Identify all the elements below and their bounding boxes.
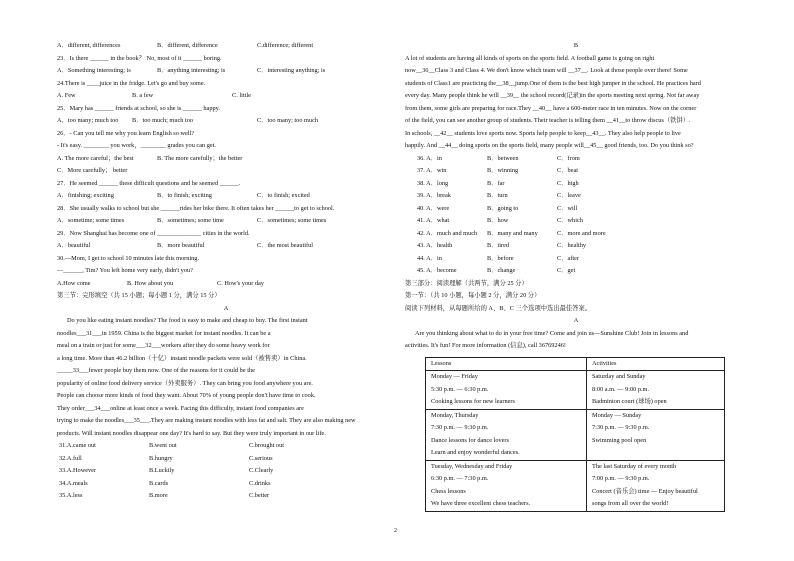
option: 45. A．become xyxy=(417,267,457,274)
cell-line: The last Saturday of every month xyxy=(592,462,677,470)
cloze-option-row xyxy=(57,465,395,478)
passage-line: happily. And __44__ doing sports on the sports field, many people will__45__ good friends, too. Do you think so? xyxy=(405,142,694,149)
cloze-passage xyxy=(57,315,395,440)
option: B.hungry xyxy=(149,454,173,462)
passage-line: products. Will instant noodles disappear one day? It's hard to say. But they were truly important in our life. xyxy=(57,429,326,437)
question-30: 30.—Mom, I get to school 10 minutes late this morning. xyxy=(57,254,200,262)
option: C．the most beautiful xyxy=(257,242,313,249)
option: B．winning xyxy=(487,167,519,174)
cloze-option-row xyxy=(57,440,395,453)
q24-options xyxy=(57,90,395,103)
option-row xyxy=(405,240,747,253)
option: 31.A.came out xyxy=(59,442,96,449)
option-row xyxy=(405,178,747,191)
option: B．different, difference xyxy=(157,42,218,49)
option-row xyxy=(405,265,747,278)
passage-line: every day. Many people think he will __39__ the school record(记录)in the sports meeting next spring. Not far away xyxy=(405,92,700,99)
option-row xyxy=(405,190,747,203)
option: 32.A.full xyxy=(59,454,82,462)
cell-line: 5:30 p.m. — 6:30 p.m. xyxy=(431,385,489,393)
passage-line: trying to make the noodles___35___.They are making instant noodles with less fat and salt. They are also making new xyxy=(57,417,356,424)
option: 38. A．long xyxy=(417,179,449,187)
option: C.difference; different xyxy=(257,42,314,49)
option: 44. A．in xyxy=(417,254,442,262)
option-row xyxy=(405,153,747,166)
option: 35.A.less xyxy=(59,492,83,499)
option-row xyxy=(405,215,747,228)
table-cell xyxy=(426,409,587,460)
passage-line: from them, some girls are preparing for race.They __40__ have a 600-meter race in ten minutes. Now on the corner xyxy=(405,104,697,112)
option: B．tired xyxy=(487,242,510,249)
option: A. Few xyxy=(57,92,76,99)
table-header: Lessons xyxy=(426,357,587,371)
cell-line: 7:00 p.m. — 9:30 p.m. xyxy=(592,475,650,482)
option: 39. A．break xyxy=(417,192,451,199)
option: C.brought out xyxy=(249,442,284,449)
option: B. a few xyxy=(132,92,154,99)
option: 42. A．much and much xyxy=(417,229,478,237)
left-column xyxy=(57,40,395,503)
table-cell xyxy=(587,409,725,460)
passage-line: a long time. More than 46.2 billion（十亿）instant noodle packets were sold（被售卖）in China. xyxy=(57,354,307,362)
cell-line: Saturday and Sunday xyxy=(592,373,646,380)
table-row xyxy=(426,371,725,410)
cell-line: Tuesday, Wednesday and Friday xyxy=(431,462,513,470)
option: A．too many; much too xyxy=(57,117,119,124)
q27-options xyxy=(57,190,395,203)
option: C.better xyxy=(249,492,270,499)
option: C．will xyxy=(557,204,578,212)
cell-line: Learn and enjoy wonderful dances. xyxy=(431,449,520,456)
option: C．leave xyxy=(557,192,581,199)
cell-line: Concert (音乐会) time — Enjoy beautiful xyxy=(592,487,698,495)
option: B．many and many xyxy=(487,229,538,237)
page-number: 2 xyxy=(394,528,397,534)
question-29: 29．Now Shanghai has become one of ______________ cities in the world. xyxy=(57,229,250,237)
cell-line: Chess lessons xyxy=(431,487,466,495)
option: B．going to xyxy=(487,204,519,212)
option: B．change xyxy=(487,267,516,274)
question-27: 27．He seemed ______ these difficult questions and he seemed ______. xyxy=(57,179,241,187)
question-24: 24.There is ____juice in the fridge. Let's go and buy some. xyxy=(57,79,206,87)
option: B．to finish; exciting xyxy=(157,192,212,199)
question-30-dialog: —______, Tim? You left home very early, didn't you? xyxy=(57,267,193,274)
option: B.more xyxy=(149,492,168,499)
option: A．finishing; exciting xyxy=(57,192,114,199)
option: C．healthy xyxy=(557,242,587,249)
passage-label: A xyxy=(223,304,229,312)
cell-line: 7:30 p.m. — 9:30 p.m. xyxy=(592,424,650,431)
cloze-option-row xyxy=(57,478,395,491)
section-title: 第一节：（共 10 小题，每小题 2 分，满分 20 分） xyxy=(405,292,541,299)
option: B．how xyxy=(487,217,509,224)
option: C．More carefully； better xyxy=(57,167,128,174)
q30-options xyxy=(57,278,395,291)
passage-line: noodles___31___in 1959. China is the biggest market for instant noodles. It can be a xyxy=(57,329,271,337)
option: C．get xyxy=(557,267,576,274)
cloze-option-row xyxy=(57,490,395,503)
table-cell xyxy=(587,460,725,511)
option: 41. A．what xyxy=(417,217,450,224)
option: B．more beautiful xyxy=(157,242,205,249)
instruction: 阅读下列材料，从每题所给的 A、B、C 三个选项中选出最佳答案。 xyxy=(405,304,592,312)
option: B．turn xyxy=(487,192,508,199)
option-row xyxy=(405,228,747,241)
cloze-option-row xyxy=(57,453,395,466)
part-title: 第三部分：阅读理解（共两节，满分 25 分） xyxy=(405,279,528,287)
option: C．which xyxy=(557,217,583,224)
passage-label: A xyxy=(573,317,579,324)
table-header: Activities xyxy=(587,357,725,371)
table-cell xyxy=(426,460,587,511)
sports-passage xyxy=(405,53,747,153)
table-cell xyxy=(587,371,725,410)
cell-line: We have three excellent chess teachers. xyxy=(431,500,531,507)
right-column xyxy=(405,40,747,512)
q25-options xyxy=(57,115,395,128)
option: B．too much; much too xyxy=(132,117,194,124)
schedule-table xyxy=(425,357,725,512)
option: C．too many; too much xyxy=(257,117,319,124)
table-row xyxy=(426,460,725,511)
option: C. How's your day xyxy=(217,279,264,287)
option: B.went out xyxy=(149,442,177,449)
passage-line: In schools, __42__ students love sports now. Sports help people to keep__43__. They also help people to live xyxy=(405,129,681,137)
option: 37. A．win xyxy=(417,167,447,174)
table-header-row xyxy=(426,357,725,371)
option: A．beautiful xyxy=(57,242,91,249)
option: B．anything interesting; is xyxy=(157,67,226,74)
option-row xyxy=(405,253,747,266)
reading-intro: activities. It's fun! For more information (信息), call 36769246! xyxy=(405,342,566,349)
passage-line: now__36__Class 3 and Class 4. We don't know which team will __37__. Look at those people over there! Some xyxy=(405,67,688,74)
passage-line: They order___34___online at least once a week. Facing this difficulty, instant food companies are xyxy=(57,404,304,412)
question-28: 28．She usually walks to school but she ______rides her bike there. It often takes her ______to get to school. xyxy=(57,204,335,212)
cell-line: 6:30 p.m. — 7:30 p.m. xyxy=(431,475,489,482)
option-row xyxy=(405,165,747,178)
question-26: 26．- Can you tell me why you learn English so well? xyxy=(57,129,195,137)
option: B. The more carefully；the better xyxy=(157,154,243,162)
cell-line: 8:00 a.m. — 9:00 p.m. xyxy=(592,385,650,393)
option: B．far xyxy=(487,179,505,187)
option: C．from xyxy=(557,154,580,162)
option: B．sometimes; some time xyxy=(157,217,224,224)
passage-line: of the field, you can see another group of students. Their teacher is telling them __41__to throw discus（铁饼）. xyxy=(405,117,691,124)
option: C.drinks xyxy=(249,479,271,487)
passage-line: meal on a train or just for some___32___workers after they do some heavy work for xyxy=(57,342,270,349)
cell-line: songs from all over the world! xyxy=(592,500,669,507)
option: 36. A．in xyxy=(417,154,442,162)
cell-line: Badminton court (球场) open xyxy=(592,398,667,405)
option: 43. A．health xyxy=(417,242,453,249)
cell-line: Monday — Sunday xyxy=(592,411,642,419)
table-row xyxy=(426,409,725,460)
option: 34.A.meals xyxy=(59,479,88,487)
option: B.cards xyxy=(149,479,169,487)
passage-line: _____33___fewer people buy them now. One of the reasons for it could be the xyxy=(57,367,255,374)
option: B.Luckily xyxy=(149,467,175,474)
question-23: 23．Is there ______ in the book？ No, most of it ______ boring. xyxy=(57,54,222,62)
option: C．sometimes; some times xyxy=(257,217,327,224)
option: C．interesting anything; is xyxy=(257,67,326,74)
passage-line: Do you like eating instant noodles? The food is easy to make and cheap to buy. The first instant xyxy=(67,317,308,324)
question-26-dialog: - It's easy. ________ you work，________ grades you can get. xyxy=(57,142,216,149)
option: C．high xyxy=(557,179,579,187)
question-25: 25．Mary has ______ friends at school, so she is ______ happy. xyxy=(57,104,220,112)
passage-line: People can choose more kinds of food they want. About 70% of young people don't have time to cook. xyxy=(57,392,316,399)
option-row xyxy=(405,203,747,216)
q28-options xyxy=(57,215,395,228)
cell-line: Cooking lessons for new learners xyxy=(431,398,515,405)
option: 40. A．were xyxy=(417,204,450,212)
cell-line: Monday — Friday xyxy=(431,373,478,380)
cell-line: Monday, Thursday xyxy=(431,411,479,419)
q22-options xyxy=(57,40,395,53)
reading-intro: Are you thinking about what to do in your free time? Come and join us—Sunshine Club! Join in lessons and xyxy=(415,329,689,337)
q23-options xyxy=(57,65,395,78)
option: C．to finish; excited xyxy=(257,192,310,199)
cell-line: 7:30 p.m. — 9:30 p.m. xyxy=(431,424,489,431)
cell-line: Dance lessons for dance lovers xyxy=(431,436,509,444)
passage-label: B xyxy=(573,42,579,49)
passage-line: A lot of students are having all kinds of sports on the sports field. A football game is going on right xyxy=(405,54,655,62)
option: C.Clearly xyxy=(249,467,274,474)
option: C．after xyxy=(557,254,580,262)
passage-line: popularity of online food delivery service（外卖服务）. They can bring you food anywhere you are. xyxy=(57,379,313,387)
q26-options xyxy=(57,153,395,166)
option: C.serious xyxy=(249,454,273,462)
option: A．sometime; some times xyxy=(57,217,125,224)
option: B．between xyxy=(487,154,519,162)
q26-options-2 xyxy=(57,165,395,178)
option: B. How about you xyxy=(127,279,174,287)
table-cell xyxy=(426,371,587,410)
cell-line: Swimming pool open xyxy=(592,436,647,444)
passage-line: students of Class1 are practicing the__38__jump.One of them is the best high jumper in the school. He practices hard xyxy=(405,79,701,87)
option: A. The more careful；the best xyxy=(57,154,134,162)
option: B．before xyxy=(487,254,514,262)
option: C．beat xyxy=(557,167,578,174)
option: A.How come xyxy=(57,279,91,287)
option: 33.A.However xyxy=(59,467,97,474)
option: A．Something interesting; is xyxy=(57,67,131,74)
q29-options xyxy=(57,240,395,253)
option: C．more and more xyxy=(557,229,606,237)
option: C. little xyxy=(232,92,251,99)
option: A．different, differences xyxy=(57,42,121,49)
section-title: 第三节：完形填空（共 15 小题；每小题 1 分，满分 15 分） xyxy=(57,292,221,299)
